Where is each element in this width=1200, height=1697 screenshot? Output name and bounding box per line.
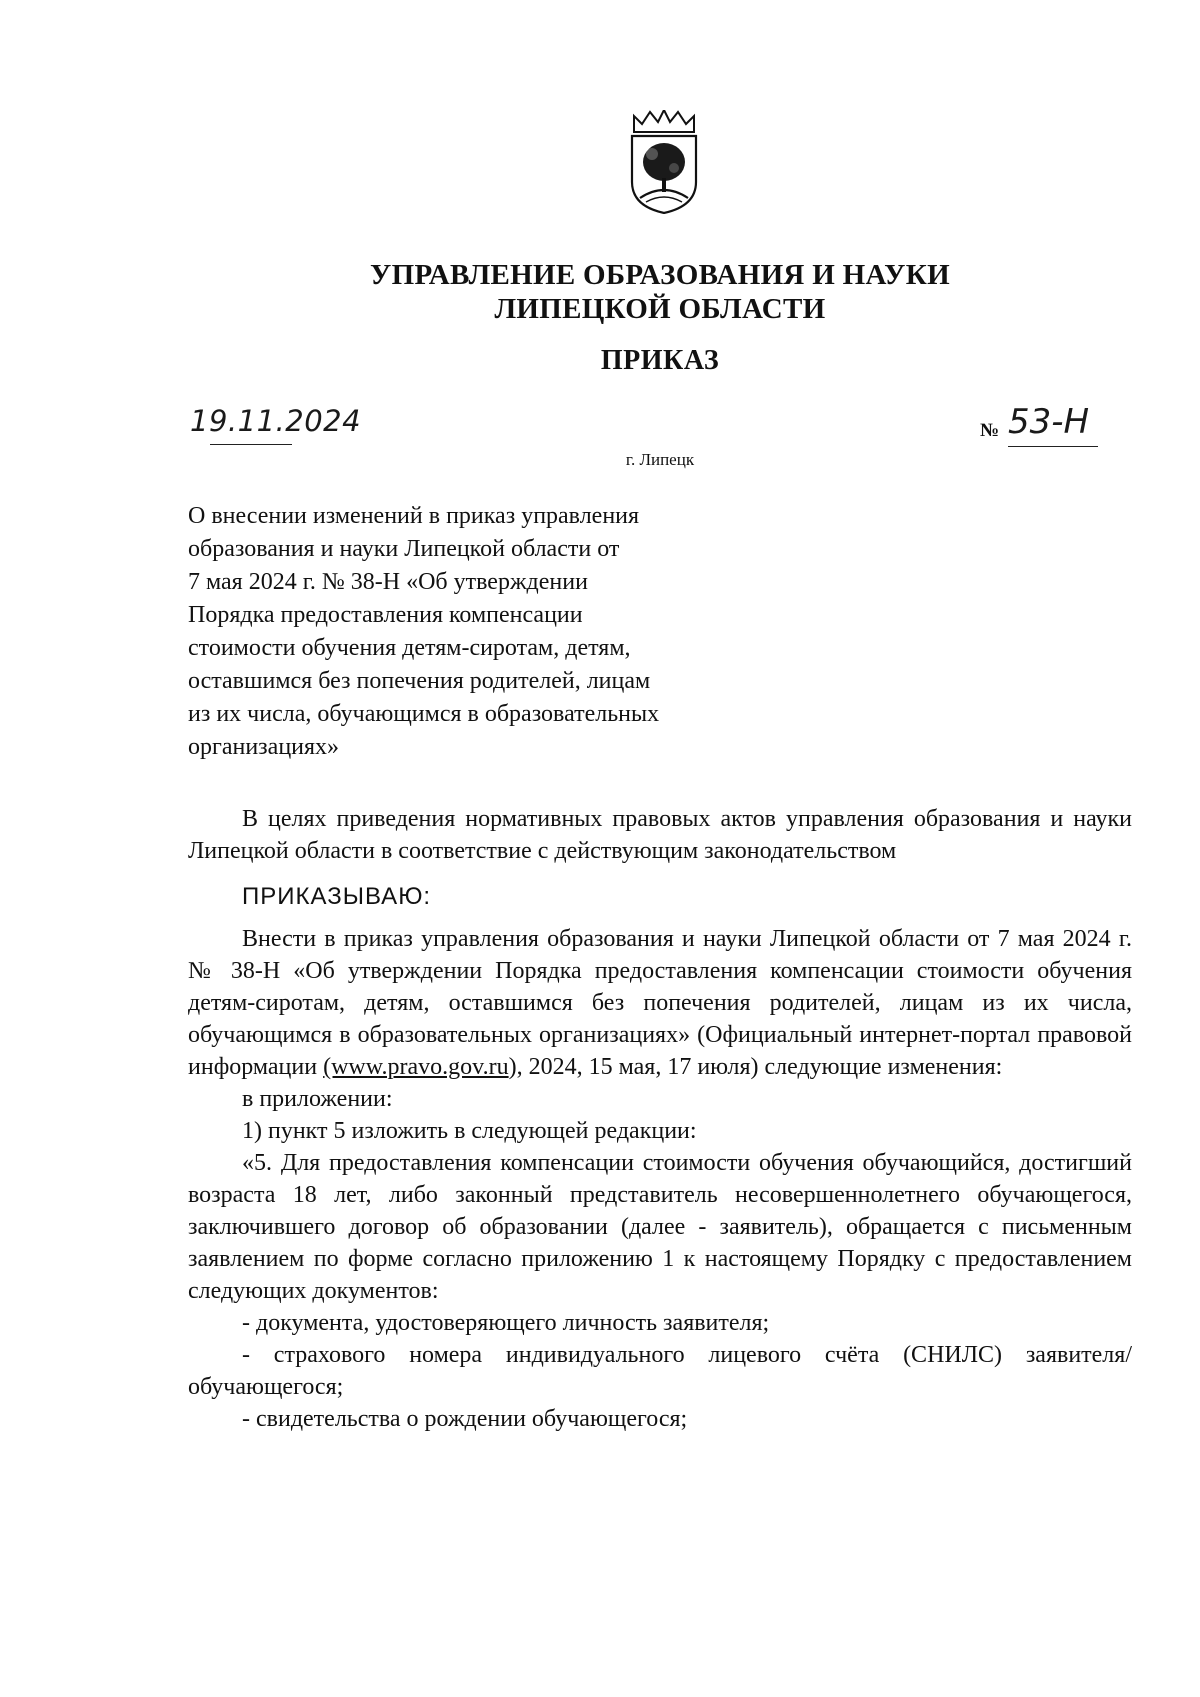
subject-line: образования и науки Липецкой области от (188, 536, 620, 562)
subject-line: оставшимся без попечения родителей, лицам (188, 668, 651, 694)
subject-line: организациях» (188, 734, 340, 760)
order-word: ПРИКАЗЫВАЮ: (242, 883, 432, 910)
in-appendix-line: в приложении: (242, 1086, 393, 1112)
subject-line: из их числа, обучающимся в образовательных (188, 701, 660, 727)
doc-list-item-identity: - документа, удостоверяющего личность заявителя; (242, 1310, 770, 1336)
city-label: г. Липецк (625, 450, 695, 469)
amendment-text-end: ), 2024, 15 мая, 17 июля) следующие изменения: (508, 1054, 1003, 1080)
pravo-gov-link[interactable]: (www.pravo.gov.ru (323, 1054, 509, 1080)
amendment-text: Внести в приказ управления образования и науки Липецкой области от 7 мая 2024 г. № 38-Н «Об утверждении Порядка предоставления компенсации стоимости обучения детям-сиротам, детям, оставшимся без попечения родителей, лицам из их числа, обучающимся в образовательных организациях» (Официальный интернет-портал правовой информации (188, 926, 1132, 1080)
order-subject (188, 500, 748, 764)
order-number: 53-Н (1008, 402, 1090, 442)
subject-line: Порядка предоставления компенсации (188, 602, 583, 628)
organization-name (0, 258, 1200, 326)
document-type-title: ПРИКАЗ (600, 345, 720, 376)
preamble-paragraph: В целях приведения нормативных правовых актов управления образования и науки Липецкой области в соответствие с действующим законодательством (188, 806, 1132, 864)
subject-line: 7 мая 2024 г. № 38-Н «Об утверждении (188, 569, 588, 595)
doc-list-item-birth-cert: - свидетельства о рождении обучающегося; (242, 1406, 688, 1432)
order-date: 19.11.2024 (190, 404, 362, 438)
number-underline (1008, 446, 1098, 447)
amendment-paragraph (188, 923, 1132, 1083)
doc-list-item-snils: - страхового номера индивидуального лицевого счёта (СНИЛС) заявителя/обучающегося; (188, 1342, 1132, 1400)
date-underline (210, 444, 292, 445)
item-1-line: 1) пункт 5 изложить в следующей редакции: (242, 1118, 697, 1144)
organization-name-line1: УПРАВЛЕНИЕ ОБРАЗОВАНИЯ И НАУКИ (370, 259, 950, 291)
subject-line: стоимости обучения детям-сиротам, детям, (188, 635, 631, 661)
organization-name-line2: ЛИПЕЦКОЙ ОБЛАСТИ (494, 293, 826, 325)
order-body (188, 803, 1132, 1435)
coat-of-arms-icon (622, 110, 706, 214)
point-5-paragraph: «5. Для предоставления компенсации стоимости обучения обучающийся, достигший возраста 18 лет, либо законный представитель несовершеннолетнего обучающегося, заключившего договор об образовании (далее - заявитель), обращается с письменным заявлением по форме согласно приложению 1 к настоящему Порядку с предоставлением следующих документов: (188, 1150, 1132, 1304)
number-sign: № (980, 420, 1000, 441)
subject-line: О внесении изменений в приказ управления (188, 503, 640, 529)
